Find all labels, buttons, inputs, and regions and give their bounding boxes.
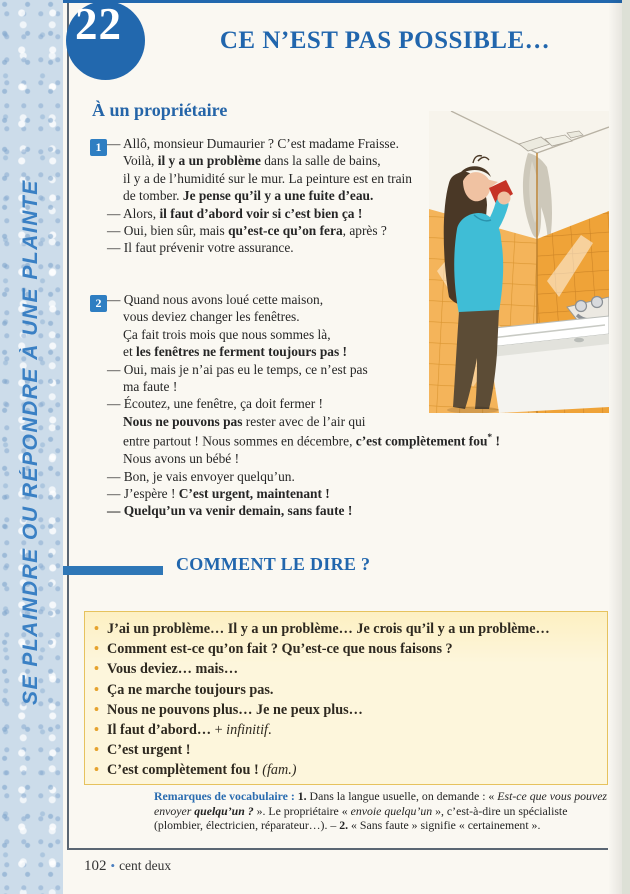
phrases-box xyxy=(84,611,608,785)
text-segment: ma faute ! xyxy=(123,379,178,395)
lesson-number: 22 xyxy=(75,0,122,49)
comment-le-dire-heading: COMMENT LE DIRE ? xyxy=(176,554,371,574)
hand xyxy=(498,192,511,205)
bullet-icon: • xyxy=(94,762,99,779)
text-segment: quelqu’un ? xyxy=(194,803,254,818)
footer-dot-icon: • xyxy=(110,858,116,873)
text-segment: de tomber. xyxy=(123,188,183,204)
phrase-item xyxy=(94,720,597,740)
page-title: CE N’EST PAS POSSIBLE… xyxy=(219,27,551,54)
text-segment: dans la salle de bains, xyxy=(260,153,381,169)
phrase-text xyxy=(107,740,191,760)
dialogue-part-1 xyxy=(107,135,412,257)
text-segment: Est-ce que vous pouvez envoyer xyxy=(154,789,608,818)
phrase-text xyxy=(107,720,272,740)
text-segment: Il faut d’abord… xyxy=(107,722,212,739)
text-segment: Remarques de vocabulaire : xyxy=(154,789,298,803)
tap-left xyxy=(576,301,587,312)
phrase-text xyxy=(107,680,273,700)
text-segment: 1. xyxy=(297,789,307,803)
phrase-item xyxy=(94,639,597,659)
phrase-item xyxy=(94,700,597,720)
text-segment: infinitif xyxy=(226,722,268,739)
drain xyxy=(574,338,584,343)
bullet-icon: • xyxy=(94,701,99,718)
text-segment: — Bon, je vais envoyer quelqu’un. xyxy=(107,468,295,484)
text-segment: Nous avons un bébé ! xyxy=(123,451,240,467)
text-segment: J’ai un problème… Il y a un problème… Je crois qu’il y a un problème… xyxy=(107,621,550,637)
phrase-text xyxy=(107,760,297,780)
phrase-text xyxy=(107,619,550,639)
text-segment: », c’est-à-dire un spécialiste (plombier, électricien, réparateur…). – xyxy=(154,803,568,833)
dialogue-line xyxy=(107,468,500,485)
phrase-item xyxy=(94,740,597,760)
bullet-icon: • xyxy=(94,722,99,739)
text-segment: Vous deviez… mais… xyxy=(107,661,239,678)
text-segment: C’est urgent ! xyxy=(107,742,191,759)
dialogue-line xyxy=(107,430,500,450)
dialogue-line xyxy=(107,239,412,256)
bullet-icon: • xyxy=(94,661,99,678)
text-segment: — Alors, xyxy=(107,205,160,221)
dialogue-line xyxy=(107,135,412,152)
turquoise-top xyxy=(454,213,503,314)
text-segment: c’est complètement fou xyxy=(355,433,488,449)
text-segment: rester avec de l’air qui xyxy=(242,413,366,429)
sidebar-vertical-label: SE PLAINDRE OU RÉPONDRE À UNE PLAINTE xyxy=(19,179,42,706)
text-segment: vous deviez changer les fenêtres. xyxy=(123,309,300,325)
section-heading-proprietaire: À un propriétaire xyxy=(92,100,228,120)
left-rule xyxy=(67,3,69,848)
text-segment: envoie quelqu’un xyxy=(350,803,433,818)
phrase-item xyxy=(94,680,597,700)
text-segment: il faut d’abord voir si c’est bien ça ! xyxy=(159,205,363,221)
text-segment: entre partout ! Nous sommes en décembre, xyxy=(123,433,356,449)
text-segment: les fenêtres ne ferment toujours pas ! xyxy=(136,344,347,360)
text-segment: — Quand nous avons loué cette maison, xyxy=(107,292,324,307)
dialogue-badge-2: 2 xyxy=(90,295,107,312)
text-segment: (fam.) xyxy=(262,762,297,779)
text-segment: Nous ne pouvons pas xyxy=(123,413,243,429)
scan-edge-shadow xyxy=(608,0,622,894)
phrase-item xyxy=(94,619,597,639)
text-segment: . xyxy=(267,722,272,739)
dialogue-line xyxy=(107,413,500,430)
page-number-words: cent deux xyxy=(119,858,172,873)
page-number: 102 xyxy=(84,858,107,874)
text-segment: — Écoutez, une fenêtre, ça doit fermer ! xyxy=(107,396,323,412)
bullet-icon: • xyxy=(94,621,99,637)
page-footer xyxy=(84,858,171,875)
footer-rule xyxy=(67,848,608,850)
scan-edge xyxy=(622,0,630,894)
text-segment: il y a un problème xyxy=(157,153,261,169)
phrase-text xyxy=(107,659,238,679)
dialogue-line xyxy=(107,152,412,169)
text-segment: — Oui, mais je n’ai pas eu le temps, ce n’est pas xyxy=(107,361,368,377)
text-segment: , après ? xyxy=(342,223,387,239)
text-segment: il y a de l’humidité sur le mur. La peinture est en train xyxy=(123,170,412,186)
bullet-icon: • xyxy=(94,641,99,658)
text-segment: Ça fait trois mois que nous sommes là, xyxy=(123,326,331,342)
dialogue-badge-1: 1 xyxy=(90,139,107,156)
text-segment: Je pense qu’il y a une fuite d’eau. xyxy=(182,188,374,204)
text-segment: et xyxy=(123,344,137,360)
text-segment: ! xyxy=(492,433,500,449)
text-segment: C’est complètement fou ! xyxy=(107,762,259,779)
dialogue-line xyxy=(107,485,500,502)
text-segment: — Il faut prévenir votre assurance. xyxy=(107,240,294,256)
text-segment: — J’espère ! xyxy=(107,485,179,501)
text-segment: * xyxy=(487,433,493,444)
text-segment: Nous ne pouvons plus… Je ne peux plus… xyxy=(107,701,363,718)
text-segment: Ça ne marche toujours pas. xyxy=(107,681,274,698)
dialogue-line xyxy=(107,205,412,222)
dialogue-line xyxy=(107,222,412,239)
text-segment: 2. xyxy=(339,818,349,833)
text-segment: — Quelqu’un va venir demain, sans faute ! xyxy=(107,503,353,519)
sidebar-strip xyxy=(0,0,63,894)
dialogue-line xyxy=(107,170,412,187)
bathroom-illustration xyxy=(429,111,609,413)
phrase-text xyxy=(107,639,453,659)
dialogue-line xyxy=(107,187,412,204)
text-segment: Voilà, xyxy=(123,153,158,169)
text-segment: Dans la langue usuelle, on demande : « xyxy=(306,789,498,803)
top-rule xyxy=(63,0,630,3)
bullet-icon: • xyxy=(94,742,99,759)
bullet-icon: • xyxy=(94,681,99,698)
text-segment: + xyxy=(211,722,227,739)
text-segment: C’est urgent, maintenant ! xyxy=(178,485,330,501)
dialogue-line xyxy=(107,502,500,519)
phrase-item xyxy=(94,659,597,679)
phrase-item xyxy=(94,760,597,780)
text-segment: Comment est-ce qu’on fait ? Qu’est-ce que nous faisons ? xyxy=(107,641,453,658)
vocabulary-remarks xyxy=(154,789,612,833)
tap-right xyxy=(592,297,603,308)
text-segment: — Oui, bien sûr, mais xyxy=(107,223,229,239)
phrase-text xyxy=(107,700,363,720)
dialogue-line xyxy=(107,450,500,467)
heading-bar xyxy=(63,566,163,575)
text-segment: qu’est-ce qu’on fera xyxy=(228,223,343,239)
lesson-number-circle xyxy=(66,1,145,80)
text-segment: « Sans faute » signifie « certainement ». xyxy=(348,818,541,833)
text-segment: — Allô, monsieur Dumaurier ? C’est madame Fraisse. xyxy=(107,136,399,151)
text-segment: ». Le propriétaire « xyxy=(253,803,351,818)
